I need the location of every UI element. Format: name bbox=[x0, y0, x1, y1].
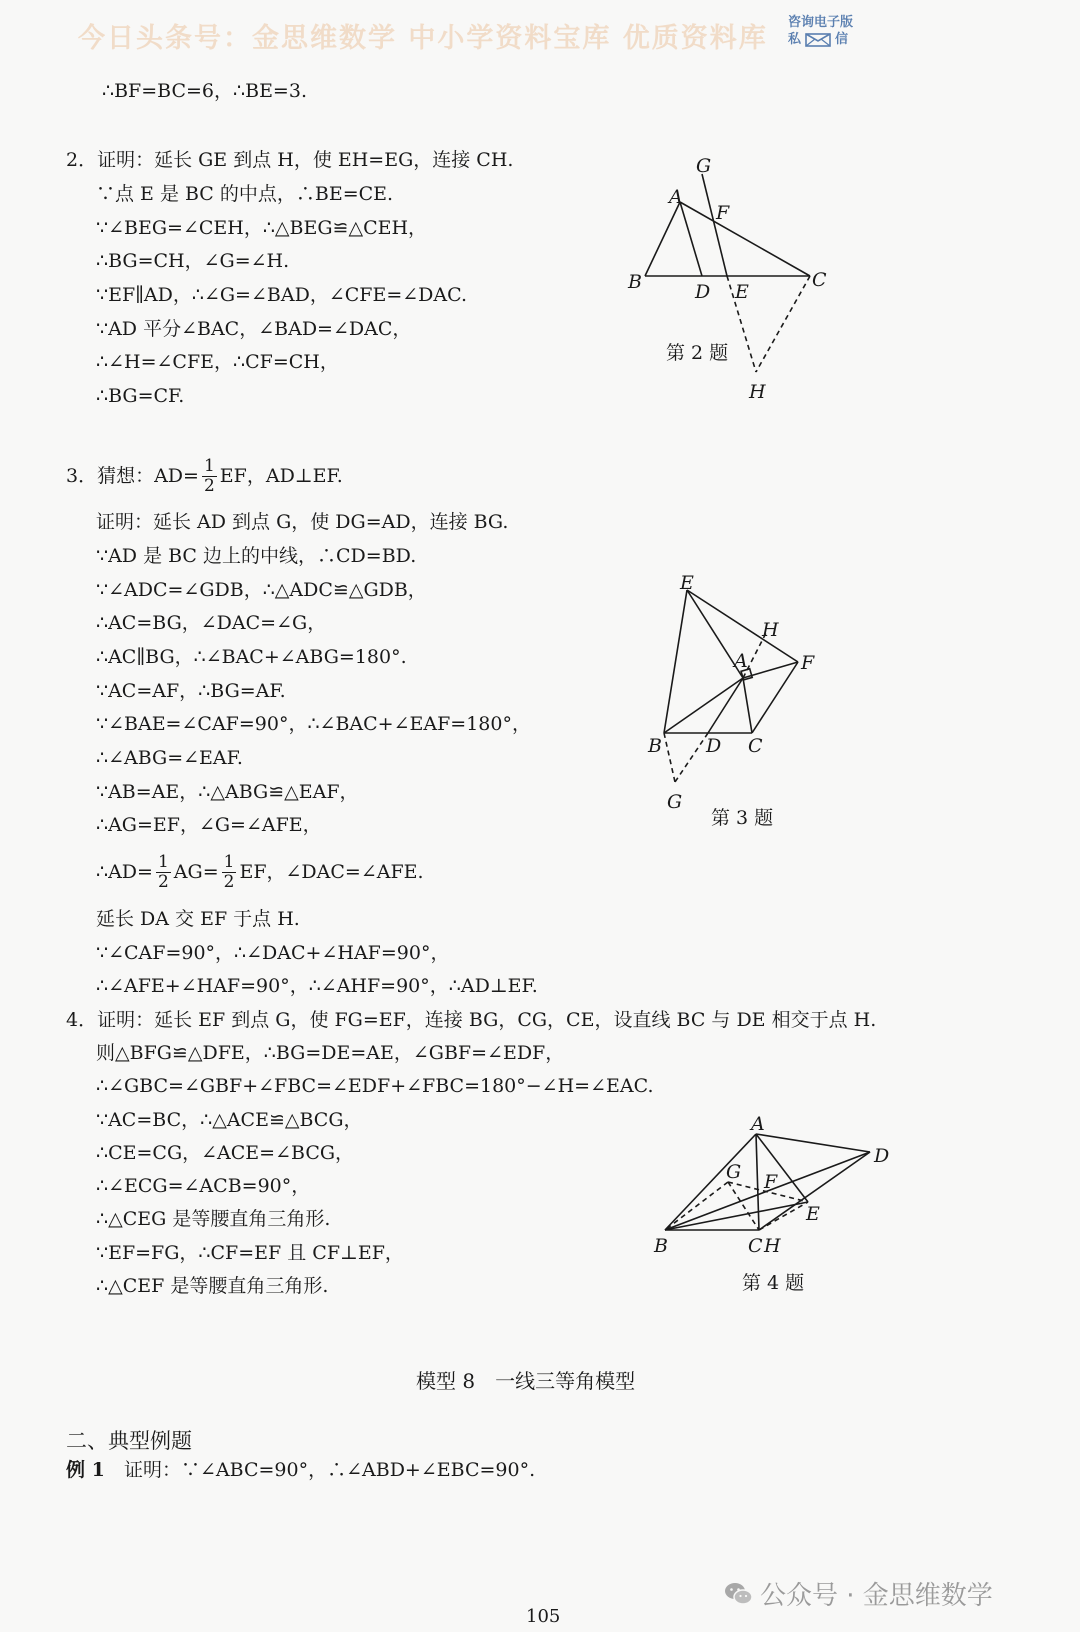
text-line: ∵AC=BC，∴△ACE≌△BCG， bbox=[96, 1109, 363, 1131]
footer-watermark-text: 公众号 · 金思维数学 bbox=[760, 1581, 993, 1611]
label-C: C bbox=[748, 1235, 763, 1257]
text-line: ∴△CEF 是等腰直角三角形. bbox=[96, 1275, 329, 1297]
wechat-icon bbox=[724, 1581, 754, 1607]
label-C: C bbox=[812, 269, 827, 291]
text-line: ∴∠ECG=∠ACB=90°， bbox=[96, 1175, 311, 1197]
fraction: $\frac{1}{2}$ bbox=[203, 455, 215, 496]
section-title: 模型 8 一线三等角模型 bbox=[416, 1369, 636, 1393]
footer-watermark bbox=[724, 1575, 993, 1612]
text-line: ∵EF=FG，∴CF=EF 且 CF⊥EF， bbox=[96, 1242, 404, 1264]
fraction: $\frac{1}{2}$ bbox=[157, 851, 169, 892]
text-line: ∴BG=CH，∠G=∠H. bbox=[96, 250, 290, 272]
label-E: E bbox=[735, 281, 749, 303]
header-watermark: 今日头条号：金思维数学 中小学资料宝库 优质资料库 bbox=[78, 23, 768, 54]
text-line: ∴∠H=∠CFE，∴CF=CH， bbox=[96, 351, 339, 373]
q3-heading: 3．猜想：AD= $\frac{1}{2}$ EF，AD⊥EF. bbox=[66, 455, 343, 496]
label-D: D bbox=[695, 281, 711, 303]
fraction: $\frac{1}{2}$ bbox=[223, 851, 235, 892]
text-line: ∴∠GBC=∠GBF+∠FBC=∠EDF+∠FBC=180°−∠H=∠EAC. bbox=[96, 1075, 654, 1097]
label-C: C bbox=[748, 735, 763, 757]
figure-3-diagram bbox=[640, 570, 840, 820]
figure-2-diagram bbox=[620, 150, 840, 410]
text-line: ∴△CEG 是等腰直角三角形. bbox=[96, 1208, 331, 1230]
text-line: ∵EF∥AD，∴∠G=∠BAD，∠CFE=∠DAC. bbox=[96, 284, 468, 306]
text-line: ∵点 E 是 BC 的中点，∴BE=CE. bbox=[96, 183, 394, 205]
label-A: A bbox=[751, 1113, 765, 1135]
label-B: B bbox=[628, 271, 642, 293]
example-label: 例 1 bbox=[66, 1459, 105, 1481]
q4-heading: 4．证明：延长 EF 到点 G，使 FG=EF，连接 BG，CG，CE，设直线 BC 与 DE 相交于点 H. bbox=[66, 1009, 877, 1031]
label-A: A bbox=[734, 650, 748, 672]
text-line: ∵AB=AE，∴△ABG≌△EAF， bbox=[96, 781, 359, 803]
label-E: E bbox=[680, 572, 694, 594]
text-line: ∴BG=CF. bbox=[96, 385, 185, 407]
text-line: ∴∠ABG=∠EAF. bbox=[96, 747, 243, 769]
label-F: F bbox=[764, 1171, 778, 1193]
fraction-line: ∴AD= $\frac{1}{2}$ AG= $\frac{1}{2}$ EF，∠DAC=∠AFE. bbox=[96, 851, 424, 892]
text-line: ∵AD 是 BC 边上的中线，∴CD=BD. bbox=[96, 545, 417, 567]
label-H: H bbox=[749, 381, 766, 403]
label-A: A bbox=[669, 186, 683, 208]
contact-label-message: 信 bbox=[835, 32, 849, 47]
label-F: F bbox=[801, 652, 815, 674]
label-G: G bbox=[726, 1161, 742, 1183]
label-E: E bbox=[806, 1203, 820, 1225]
text-line: ∴AC=BG，∠DAC=∠G， bbox=[96, 612, 327, 634]
label-D: D bbox=[874, 1145, 890, 1167]
contact-label: 咨询电子版 bbox=[788, 15, 854, 30]
envelope-icon bbox=[805, 33, 831, 47]
label-F: F bbox=[716, 202, 730, 224]
text-line: ∵AD 平分∠BAC，∠BAD=∠DAC， bbox=[96, 318, 412, 340]
text-line: ∴∠AFE+∠HAF=90°，∴∠AHF=90°，∴AD⊥EF. bbox=[96, 975, 538, 997]
figure-4-caption: 第 4 题 bbox=[742, 1272, 805, 1294]
text-line: ∴AG=EF，∠G=∠AFE， bbox=[96, 814, 322, 836]
label-H: H bbox=[764, 1235, 781, 1257]
figure-2-caption: 第 2 题 bbox=[666, 342, 729, 364]
text-line: ∵AC=AF，∴BG=AF. bbox=[96, 680, 286, 702]
subheading: 二、典型例题 bbox=[66, 1429, 192, 1453]
text-line: ∴CE=CG，∠ACE=∠BCG， bbox=[96, 1142, 355, 1164]
label-D: D bbox=[706, 735, 722, 757]
label-H: H bbox=[762, 619, 779, 641]
q2-heading: 2．证明：延长 GE 到点 H，使 EH=EG，连接 CH. bbox=[66, 149, 514, 171]
label-G: G bbox=[667, 791, 683, 813]
contact-badge bbox=[788, 14, 858, 48]
text-line: ∵∠CAF=90°，∴∠DAC+∠HAF=90°， bbox=[96, 942, 450, 964]
text-line: ∴BF=BC=6，∴BE=3. bbox=[102, 80, 307, 102]
contact-label-private: 私 bbox=[788, 32, 802, 47]
text-line: ∵∠BAE=∠CAF=90°，∴∠BAC+∠EAF=180°， bbox=[96, 713, 531, 735]
text-line: 证明：延长 AD 到点 G，使 DG=AD，连接 BG. bbox=[96, 511, 509, 533]
text-line: 则△BFG≌△DFE，∴BG=DE=AE，∠GBF=∠EDF， bbox=[96, 1042, 565, 1064]
text-line: ∴AC∥BG，∴∠BAC+∠ABG=180°. bbox=[96, 646, 407, 668]
label-B: B bbox=[654, 1235, 668, 1257]
figure-3-caption: 第 3 题 bbox=[711, 807, 774, 829]
text-line: ∵∠BEG=∠CEH，∴△BEG≌△CEH， bbox=[96, 217, 428, 239]
figure-4-diagram bbox=[648, 1110, 908, 1260]
text-line: 延长 DA 交 EF 于点 H. bbox=[96, 908, 300, 930]
text-line: ∵∠ADC=∠GDB，∴△ADC≌△GDB， bbox=[96, 579, 427, 601]
example-text: 证明：∵∠ABC=90°，∴∠ABD+∠EBC=90°. bbox=[124, 1459, 536, 1481]
label-B: B bbox=[648, 735, 662, 757]
page-number: 105 bbox=[526, 1606, 561, 1627]
label-G: G bbox=[696, 155, 712, 177]
